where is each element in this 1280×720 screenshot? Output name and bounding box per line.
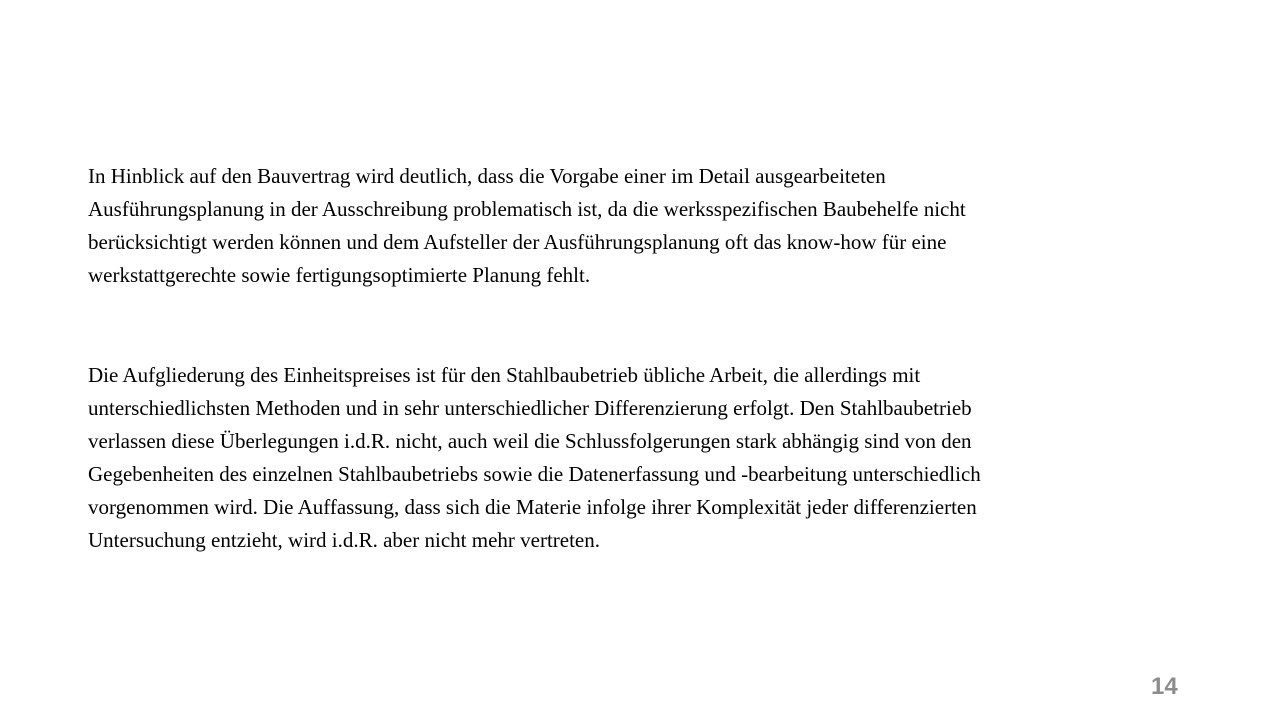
- paragraph-line: Untersuchung entzieht, wird i.d.R. aber nicht mehr vertreten.: [88, 528, 600, 552]
- paragraph-line: Ausführungsplanung in der Ausschreibung problematisch ist, da die werksspezifischen Baubehelfe nicht: [88, 197, 966, 221]
- paragraph-line: Die Aufgliederung des Einheitspreises ist für den Stahlbaubetrieb übliche Arbeit, die allerdings mit: [88, 363, 921, 387]
- paragraph-line: vorgenommen wird. Die Auffassung, dass sich die Materie infolge ihrer Komplexität jeder differenzierten: [88, 495, 977, 519]
- paragraph-line: unterschiedlichsten Methoden und in sehr unterschiedlicher Differenzierung erfolgt. Den Stahlbaubetrieb: [88, 396, 972, 420]
- paragraph-line: In Hinblick auf den Bauvertrag wird deutlich, dass die Vorgabe einer im Detail ausgearbeiteten: [88, 164, 886, 188]
- paragraph-line: berücksichtigt werden können und dem Aufsteller der Ausführungsplanung oft das know-how für eine: [88, 230, 947, 254]
- paragraph-line: Gegebenheiten des einzelnen Stahlbaubetriebs sowie die Datenerfassung und -bearbeitung unterschiedlich: [88, 462, 981, 486]
- paragraph-einheitspreis: [88, 359, 1148, 557]
- paragraph-line: verlassen diese Überlegungen i.d.R. nicht, auch weil die Schlussfolgerungen stark abhängig sind von den: [88, 429, 972, 453]
- paragraph-line: werkstattgerechte sowie fertigungsoptimierte Planung fehlt.: [88, 263, 591, 287]
- paragraph-bauvertrag: [88, 160, 1148, 292]
- page-number: 14: [1151, 673, 1178, 700]
